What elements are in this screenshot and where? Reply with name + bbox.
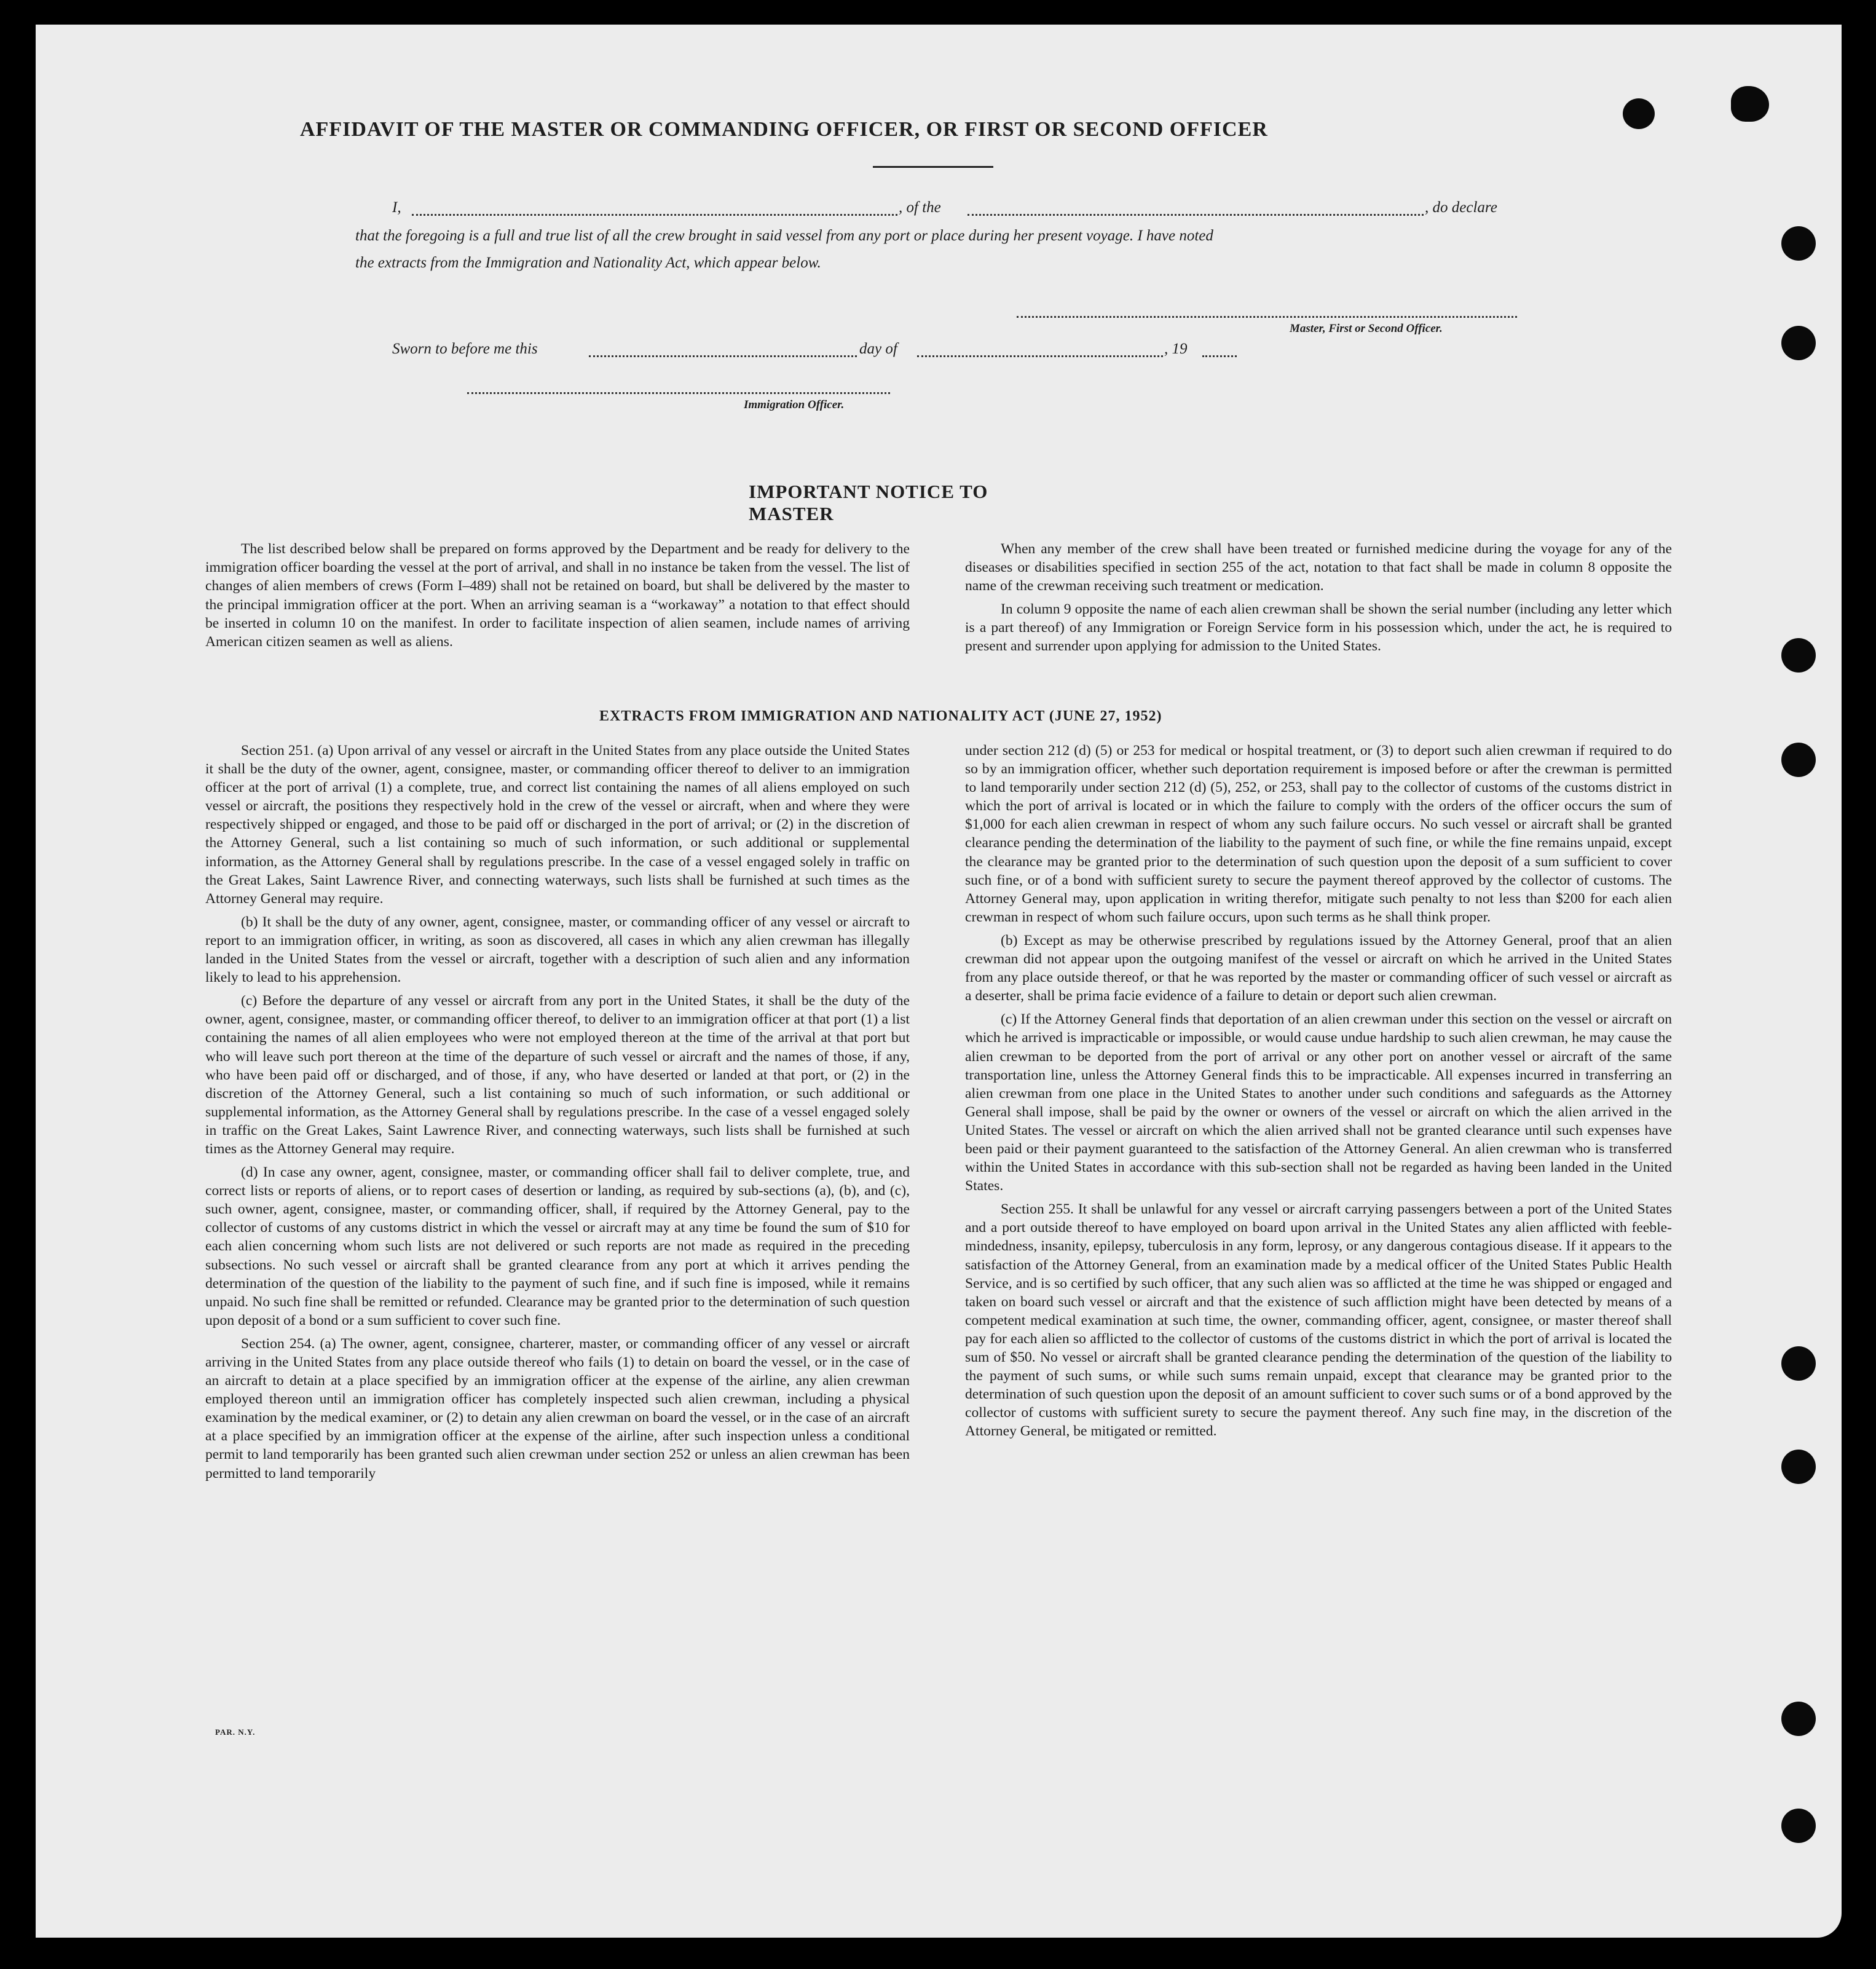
punch-hole xyxy=(1781,1809,1816,1843)
printer-mark: PAR. N.Y. xyxy=(215,1727,256,1737)
section-254-a-continued: under section 212 (d) (5) or 253 for medical or hospital treatment, or (3) to deport such alien crewman if required to do so by an immigration officer, whether such deportation requirement is imposed before or after the crewman is permitted to land temporarily under section 212 (d) (5), 252, or 253, shall pay to the collector of customs of the customs district in which the port of arrival is located or in which the failure to comply with the orders of the officer occurs the sum of $1,000 for each alien crewman in respect of whom any such failure occurs. No such vessel or aircraft shall be granted clearance pending the determination of the liability to the payment of such fine, or while the fine remains unpaid, except the clearance may be granted prior to the determination of such question upon the deposit of a sum sufficient to cover such fine, or of a bond with sufficient surety to secure the payment thereof approved by the collector of customs. The Attorney General may, upon application in writing therefor, mitigate such penalty to not less than $200 for each alien crewman in respect of whom such failure occurs, upon such terms as he shall think proper. xyxy=(965,743,1672,925)
punch-hole xyxy=(1781,1346,1816,1381)
section-251-a: Section 251. (a) Upon arrival of any vessel or aircraft in the United States from any place outside the United States it shall be the duty of the owner, agent, consignee, master, or commanding officer thereof to deliver to an immigration officer at the port of arrival (1) a complete, true, and correct list containing the names of all aliens employed on such vessel or aircraft, the positions they respectively hold in the crew of the vessel or aircraft, when and where they were respectively shipped or engaged, and those to be paid off or discharged in the port of arrival; or (2) in the discretion of the Attorney General, such a list containing so much of such information, or such additional or supplemental information, as the Attorney General shall by regulations prescribe. In the case of a vessel engaged solely in traffic on the Great Lakes, Saint Lawrence River, and connecting waterways, such lists shall be furnished at such times as the Attorney General may require. xyxy=(205,743,910,907)
notice-left-text: The list described below shall be prepared on forms approved by the Department and be ready for delivery to the immigration officer boarding the vessel at the port of arrival, and shall in no instance be taken from the vessel. The list of changes of alien members of crews (Form I–489) shall not be retained on board, but shall be delivered by the master to the principal immigration officer at the port. When an arriving seaman is a “workaway” a notation to that effect should be inserted in column 10 on the manifest. In order to facilitate inspection of alien seamen, include names of arriving American citizen seamen as well as aliens. xyxy=(205,541,910,650)
section-254-c: (c) If the Attorney General finds that deportation of an alien crewman under this section on the vessel or aircraft on which he arrived is impracticable or impossible, or would cause undue hardship to such alien crewman, he may cause the alien crewman to be deported from the port of arrival or any other port on another vessel or aircraft of the same transportation line, unless the Attorney General finds this to be impracticable. All expenses incurred in transferring an alien crewman from one place in the United States to another under such conditions and safeguards as the Attorney General shall impose, shall be paid by the owner or owners of the vessel or aircraft on which the alien arrived in the United States. The vessel or aircraft on which the alien arrived shall not be granted clearance until such expenses have been paid or their payment guaranteed to the satisfaction of the Attorney General. An alien crewman who is transferred within the United States in accordance with this sub-section shall not be regarded as having been landed in the United States. xyxy=(965,1011,1672,1194)
signature-caption: Master, First or Second Officer. xyxy=(1290,322,1443,335)
section-251-c: (c) Before the departure of any vessel or aircraft from any port in the United States, it shall be the duty of the owner, agent, consignee, master, or commanding officer thereof, to deliver to an immigration officer at that port (1) a list containing the names of all alien employees who were not employed thereon at the time of the arrival at that port but who will leave such port thereon at the time of the departure of such vessel or aircraft and the names of those, if any, who have been paid off or discharged, and of those, if any, who have deserted or landed at that port, or (2) in the discretion of the Attorney General, such a list containing so much of such information, or such additional or supplemental information, as the Attorney General shall by regulations prescribe. In the case of a vessel engaged solely in traffic on the Great Lakes, Saint Lawrence River, and connecting waterways, such lists shall be furnished at such times as the Attorney General may require. xyxy=(205,993,910,1157)
punch-hole xyxy=(1781,226,1816,261)
declare-end-label: , do declare xyxy=(1425,199,1497,216)
notice-title: IMPORTANT NOTICE TO MASTER xyxy=(749,481,988,524)
punch-hole xyxy=(1781,638,1816,673)
officer-caption: Immigration Officer. xyxy=(744,398,845,411)
extracts-right-column xyxy=(965,741,1672,1445)
section-254-b: (b) Except as may be otherwise prescribed by regulations issued by the Attorney General, proof that an alien crewman did not appear upon the outgoing manifest of the vessel or aircraft on which he arrived in the United States from any place outside thereof, or that he was reported by the master or commanding officer of such vessel or aircraft as a deserter, shall be prima facie evidence of a failure to detain or deport such alien crewman. xyxy=(965,932,1672,1004)
title-rule xyxy=(873,166,993,168)
form-page xyxy=(36,25,1842,1938)
affidavit-title: AFFIDAVIT OF THE MASTER OR COMMANDING OFFICER, OR FIRST OR SECOND OFFICER xyxy=(300,118,1268,141)
year-label: , 19 xyxy=(1164,341,1188,357)
punch-hole xyxy=(1781,1702,1816,1736)
extracts-title: EXTRACTS FROM IMMIGRATION AND NATIONALITY ACT (JUNE 27, 1952) xyxy=(599,708,1162,724)
declare-of-the-label: , of the xyxy=(899,199,941,216)
declare-i-label: I, xyxy=(392,199,401,216)
sworn-label: Sworn to before me this xyxy=(392,341,538,357)
punch-hole xyxy=(1623,98,1655,129)
section-251-d: (d) In case any owner, agent, consignee, master, or commanding officer shall fail to deliver complete, true, and correct lists or reports of aliens, or to report cases of desertion or landing, as required by sub-sections (a), (b), and (c), such owner, agent, consignee, master, or commanding officer, shall, if required by the Attorney General, pay to the collector of customs of any customs district in which the vessel or aircraft may at any time be found the sum of $10 for each alien concerning whom such lists are not delivered or such reports are not made as required in the preceding subsections. No such vessel or aircraft shall be granted clearance from any port at which it arrives pending the determination of the question of the liability to the payment of such fine, and if such fine is imposed, while it remains unpaid. No such fine shall be remitted or refunded. Clearance may be granted prior to the determination of such question upon deposit of a bond or a sum sufficient to cover such fine. xyxy=(205,1164,910,1328)
notice-right-column xyxy=(965,540,1672,661)
sworn-year-field[interactable] xyxy=(1202,355,1237,357)
punch-hole xyxy=(1731,86,1769,122)
section-254-a: Section 254. (a) The owner, agent, consignee, charterer, master, or commanding officer of any vessel or aircraft arriving in the United States from any place outside thereof who fails (1) to detain on board the vessel, or in the case of an aircraft to detain at a place specified by an immigration officer at the expense of the airline, any alien crewman employed thereon until an immigration officer has completely inspected such alien crewman, including a physical examination by the medical examiner, or (2) to detain any alien crewman on board the vessel, or in the case of an aircraft at a place specified by an immigration officer at the expense of the airline, after such inspection unless a conditional permit to land temporarily has been granted such alien crewman under section 252 or unless an alien crewman has been permitted to land temporarily xyxy=(205,1335,910,1482)
vessel-name-field[interactable] xyxy=(968,214,1424,216)
notice-left-paragraph xyxy=(205,540,910,651)
day-of-label: day of xyxy=(859,341,897,357)
declaration-line-2: the extracts from the Immigration and Nationality Act, which appear below. xyxy=(355,255,821,271)
master-signature-field[interactable] xyxy=(1017,316,1517,318)
extracts-left-column xyxy=(205,741,910,1488)
section-255: Section 255. It shall be unlawful for any vessel or aircraft carrying passengers between a port of the United States and a port outside thereof to have employed on board upon arrival in the United States any alien afflicted with feeble-mindedness, insanity, epilepsy, tuberculosis in any form, leprosy, or any dangerous contagious disease. If it appears to the satisfaction of the Attorney General, from an examination made by a medical officer of the United States Public Health Service, and is so certified by such officer, that any such alien was so afflicted at the time he was shipped or engaged and taken on board such vessel or aircraft and that the existence of such affliction might have been detected by means of a competent medical examination at such time, the owner, commanding officer, agent, consignee, or master thereof shall pay for each alien so afflicted to the collector of customs of the customs district in which the port of arrival is located the sum of $50. No vessel or aircraft shall be granted clearance pending the determination of the question of the liability to the payment of such sums, or while such sums remain unpaid, except that clearance may be granted prior to the determination of such question upon the deposit of an amount sufficient to cover such sums or of a bond approved by the collector of customs with sufficient surety to secure the payment thereof. Any such fine may, in the discretion of the Attorney General, be mitigated or remitted. xyxy=(965,1201,1672,1440)
notice-right-paragraph: When any member of the crew shall have been treated or furnished medicine during the voyage for any of the diseases or disabilities specified in section 255 of the act, notation to that fact shall be made in column 8 opposite the name of the crewman receiving such treatment or medication. xyxy=(965,541,1672,594)
notice-right-paragraph: In column 9 opposite the name of each alien crewman shall be shown the serial number (including any letter which is a part thereof) of any Immigration or Foreign Service form in his possession which, under the act, he is required to present and surrender upon applying for admission to the United States. xyxy=(965,601,1672,655)
punch-hole xyxy=(1781,1450,1816,1484)
punch-hole xyxy=(1781,743,1816,777)
immigration-officer-signature-field[interactable] xyxy=(467,392,890,394)
declarant-name-field[interactable] xyxy=(412,214,897,216)
section-251-b: (b) It shall be the duty of any owner, agent, consignee, master, or commanding officer of any vessel or aircraft to report to an immigration officer, in writing, as soon as discovered, all cases in which any alien crewman has illegally landed in the United States from the vessel or aircraft, together with a description of such alien and any information likely to lead to his apprehension. xyxy=(205,913,910,986)
punch-hole xyxy=(1781,326,1816,360)
declaration-line-1: that the foregoing is a full and true list of all the crew brought in said vessel from any port or place during her present voyage. I have noted xyxy=(355,227,1213,244)
sworn-day-field[interactable] xyxy=(589,355,857,357)
sworn-month-field[interactable] xyxy=(917,355,1163,357)
